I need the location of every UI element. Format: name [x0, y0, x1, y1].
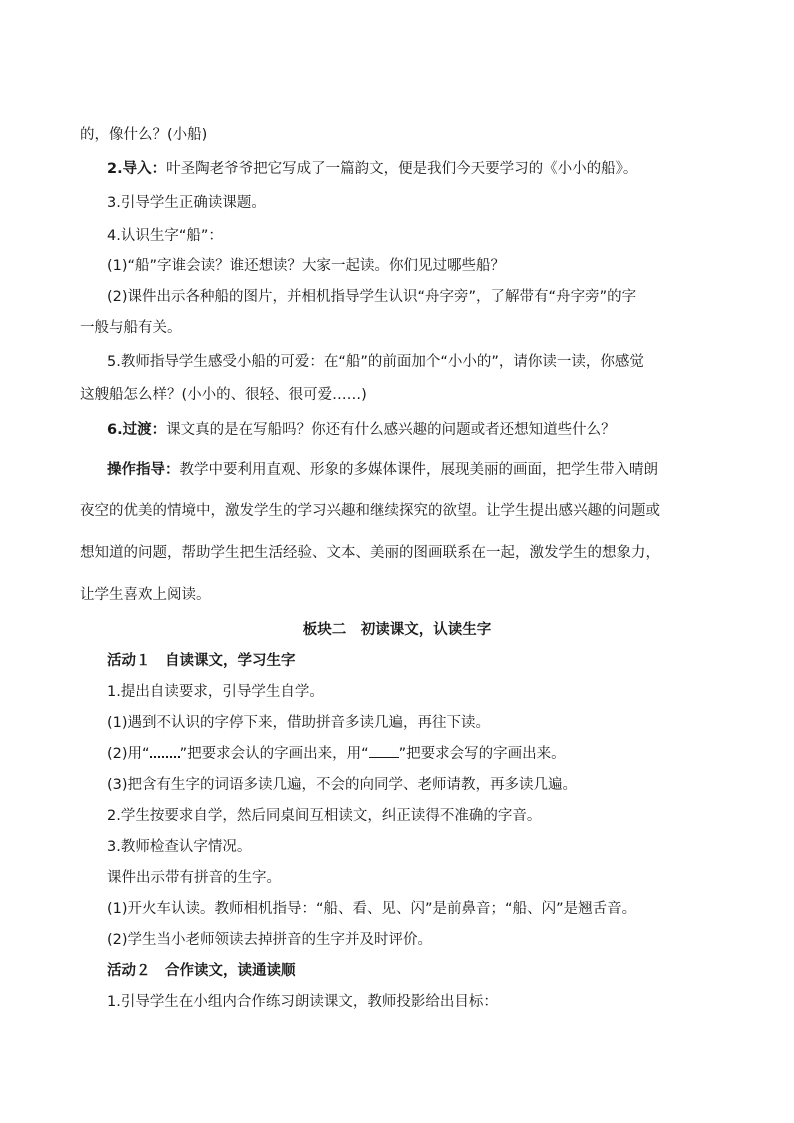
activity-heading: 活动１ 自读课文，学习生字: [107, 653, 296, 669]
activity-line: 3.教师检查认字情况。: [107, 839, 252, 855]
paragraph-line: [107, 420, 734, 440]
activity-line: (1)开火车认读。教师相机指导：“船、看、见、闪”是前鼻音；“船、闪”是翘舌音。: [107, 901, 637, 917]
paragraph-line: 4.认识生字“船”：: [107, 228, 223, 244]
guidance-line: 让学生喜欢上阅读。: [80, 587, 211, 603]
mark-text: (2)用“: [107, 746, 150, 762]
activity-line: (2)学生当小老师领读去掉拼音的生字并及时评价。: [107, 932, 433, 948]
intro-text: 叶圣陶老爷爷把它写成了一篇韵文，便是我们今天要学习的《小小的船》。: [166, 161, 638, 177]
paragraph-line: 这艘船怎么样？(小小的、很轻、很可爱……): [80, 387, 367, 403]
transition-label: 6.过渡：: [107, 422, 167, 438]
activity-line: 课件出示带有拼音的生字。: [107, 870, 281, 886]
paragraph-line: [107, 159, 734, 179]
paragraph-line: 5.教师指导学生感受小船的可爱：在“船”的前面加个“小小的”，请你读一读，你感觉: [107, 354, 644, 370]
guidance-line: 夜空的优美的情境中，激发学生的学习兴趣和继续探究的欲望。让学生提出感兴趣的问题或: [80, 503, 660, 519]
activity-line: 1.提出自读要求，引导学生自学。: [107, 684, 324, 700]
activity-line: (3)把含有生字的词语多读几遍，不会的向同学、老师请教，再多读几遍。: [107, 777, 578, 793]
transition-text: 课文真的是在写船吗？你还有什么感兴趣的问题或者还想知道些什么？: [166, 422, 616, 438]
paragraph-line: 的，像什么？(小船): [80, 127, 208, 143]
section-title: 板块二 初读课文，认读生字: [302, 622, 492, 638]
mark-instruction-line: [107, 744, 734, 764]
paragraph-line: 3.引导学生正确读课题。: [107, 195, 266, 211]
paragraph-line: (2)课件出示各种船的图片，并相机指导学生认识“舟字旁”，了解带有“舟字旁”的字: [107, 289, 637, 305]
guidance-text: 教学中要利用直观、形象的多媒体课件，展现美丽的画面，把学生带入晴朗: [179, 462, 658, 478]
straight-underline-sample: [369, 747, 399, 758]
guidance-line: [107, 460, 734, 480]
mark-text: ”把要求会写的字画出来。: [398, 746, 566, 762]
mark-text: ”把要求会认的字画出来，用“: [179, 746, 369, 762]
activity-line: 1.引导学生在小组内合作练习朗读课文，教师投影给出目标：: [107, 994, 498, 1010]
guidance-label: 操作指导：: [107, 462, 180, 478]
paragraph-line: 一般与船有关。: [80, 320, 182, 336]
activity-line: 2.学生按要求自学，然后同桌间互相读文，纠正读得不准确的字音。: [107, 808, 542, 824]
activity-heading: 活动２ 合作读文，读通读顺: [107, 963, 296, 979]
guidance-line: 想知道的问题，帮助学生把生活经验、文本、美丽的图画联系在一起，激发学生的想象力，: [80, 545, 660, 561]
activity-line: (1)遇到不认识的字停下来，借助拼音多读几遍，再往下读。: [107, 715, 491, 731]
paragraph-line: (1)“船”字谁会读？谁还想读？大家一起读。你们见过哪些船？: [107, 258, 506, 274]
wavy-underline-sample: [150, 746, 180, 758]
intro-label: 2.导入：: [107, 161, 167, 177]
